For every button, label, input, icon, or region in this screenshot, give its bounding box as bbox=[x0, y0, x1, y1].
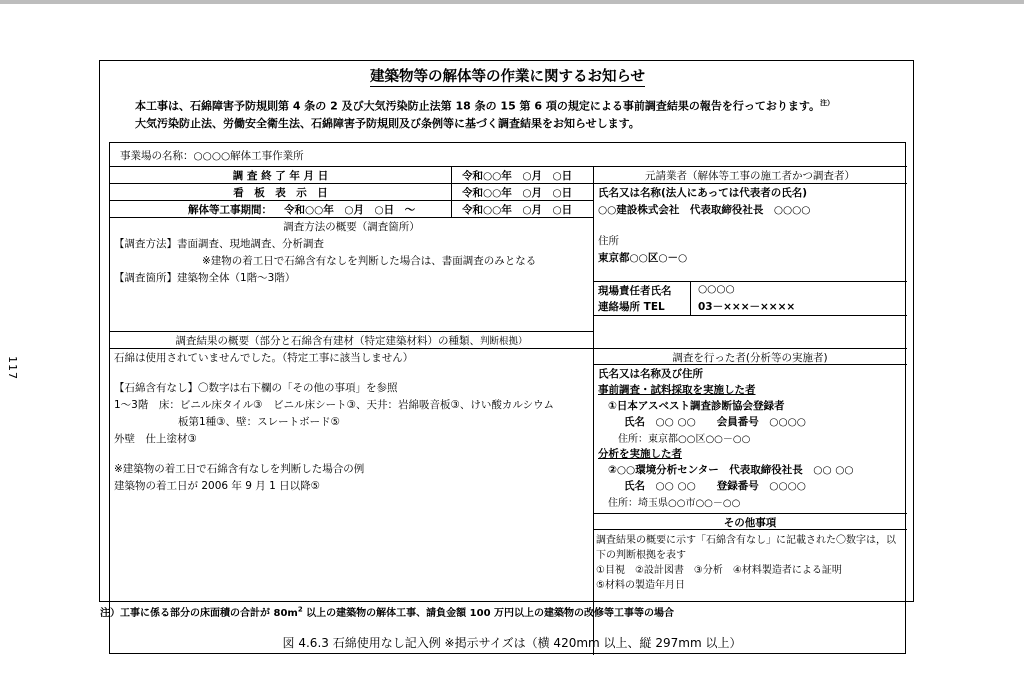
results-line-3: 1～3階 床：ビニル床タイル③ ビニル床シート③、天井：岩綿吸音板③、けい酸カルシウム bbox=[114, 399, 555, 411]
pre-survey-label: 事前調査・試料採取を実施した者 bbox=[598, 384, 756, 396]
contractor-name-label: 氏名又は名称(法人にあっては代表者の氏名) bbox=[598, 187, 807, 199]
surveyor-org-1-address: 住所：東京都○○区○○－○○ bbox=[618, 434, 751, 445]
footnote: 注）工事に係る部分の床面積の合計が $80m^2$ 以上の建築物の解体工事、請負金額 100 万円以上の建築物の改修等工事等の場合 bbox=[100, 605, 675, 619]
intro-line-2: 大気汚染防止法、労働安全衛生法、石綿障害予防規則及び条例等に基づく調査結果をお知らせします。 bbox=[135, 116, 640, 130]
manager-label: 現場責任者氏名 bbox=[598, 285, 672, 297]
results-line-5: 外壁 仕上塗材③ bbox=[114, 433, 197, 445]
signboard-value: 令和○○年 ○月 ○日 bbox=[462, 187, 573, 199]
contractor-address-value: 東京都○○区○－○ bbox=[598, 252, 688, 264]
notice-intro bbox=[135, 95, 834, 132]
site-name: 事業場の名称：○○○○解体工事作業所 bbox=[120, 150, 304, 162]
surveyor-org-2-person: 氏名 ○○ ○○ 登録番号 ○○○○ bbox=[624, 480, 806, 492]
period-label: 解体等工事期間： bbox=[188, 204, 272, 216]
surveyor-org-2: ②○○環境分析センター 代表取締役社長 ○○ ○○ bbox=[608, 464, 854, 476]
intro-line-1: 本工事は、石綿障害予防規則第 4 条の 2 及び大気汚染防止法第 18 条の 15 第 6 項の規定による事前調査結果の報告を行っております。 bbox=[135, 99, 820, 113]
notice-frame bbox=[99, 60, 914, 602]
survey-end-label: 調 査 終 了 年 月 日 bbox=[232, 170, 329, 182]
method-line-3: 【調査箇所】建築物全体（1階～3階） bbox=[114, 272, 296, 284]
contact-label: 連絡場所 TEL bbox=[598, 301, 665, 313]
contractor-address-label: 住所 bbox=[598, 235, 619, 247]
contractor-name-value: ○○建設株式会社 代表取締役社長 ○○○○ bbox=[598, 204, 811, 216]
results-line-4: 板第1種③、壁：スレートボード⑤ bbox=[178, 416, 341, 428]
surveyor-org-2-address: 住所：埼玉県○○市○○－○○ bbox=[608, 498, 741, 509]
survey-end-value: 令和○○年 ○月 ○日 bbox=[462, 170, 573, 182]
results-line-6: ※建築物の着工日で石綿含有なしを判断した場合の例 bbox=[114, 463, 365, 475]
signboard-label: 看 板 表 示 日 bbox=[233, 187, 328, 199]
results-line-7: 建築物の着工日が 2006 年 9 月 1 日以降⑤ bbox=[114, 480, 321, 492]
other-line-4: ⑤材料の製造年月日 bbox=[596, 580, 685, 591]
results-line-1: 石綿は使用されていませんでした。（特定工事に該当しません） bbox=[114, 352, 414, 364]
page-top-border bbox=[0, 0, 1024, 4]
contractor-heading: 元請業者（解体等工事の施工者かつ調査者） bbox=[645, 170, 855, 182]
page-number: 117 bbox=[6, 356, 19, 380]
intro-note-mark: 注） bbox=[820, 99, 834, 107]
results-line-2: 【石綿含有なし】〇数字は右下欄の「その他の事項」を参照 bbox=[114, 382, 398, 394]
analysis-label: 分析を実施した者 bbox=[598, 448, 682, 460]
method-line-2: ※建物の着工日で石綿含有なしを判断した場合は、書面調査のみとなる bbox=[202, 255, 537, 267]
contact-value: 03－×××－×××× bbox=[698, 301, 796, 313]
method-line-1: 【調査方法】書面調査、現地調査、分析調査 bbox=[114, 238, 324, 250]
other-line-2: 下の判断根拠を表す bbox=[596, 550, 686, 561]
surveyor-org-1: ①日本アスベスト調査診断協会登録者 bbox=[608, 400, 785, 412]
results-heading: 調査結果の概要（部分と石綿含有建材（特定建築材料）の種類、判断根拠） bbox=[175, 335, 528, 347]
surveyor-heading: 調査を行った者(分析等の実施者) bbox=[672, 352, 828, 364]
manager-value: ○○○○ bbox=[698, 283, 735, 295]
period-end: 令和○○年 ○月 ○日 bbox=[462, 204, 573, 216]
other-line-3: ①目視 ②設計図書 ③分析 ④材料製造者による証明 bbox=[596, 565, 842, 576]
other-heading: その他事項 bbox=[723, 517, 777, 529]
notice-title: 建築物等の解体等の作業に関するお知らせ bbox=[369, 69, 646, 85]
period-start: 令和○○年 ○月 ○日 ～ bbox=[284, 204, 416, 216]
figure-caption: 図 4.6.3 石綿使用なし記入例 ※掲示サイズは（横 420mm 以上、縦 297mm 以上） bbox=[282, 636, 742, 650]
surveyor-name-label: 氏名又は名称及び住所 bbox=[598, 368, 703, 380]
surveyor-org-1-person: 氏名 ○○ ○○ 会員番号 ○○○○ bbox=[624, 416, 806, 428]
notice-table bbox=[109, 142, 906, 654]
method-heading: 調査方法の概要（調査箇所） bbox=[283, 221, 420, 233]
other-line-1: 調査結果の概要に示す「石綿含有なし」に記載された〇数字は，以 bbox=[596, 535, 896, 546]
